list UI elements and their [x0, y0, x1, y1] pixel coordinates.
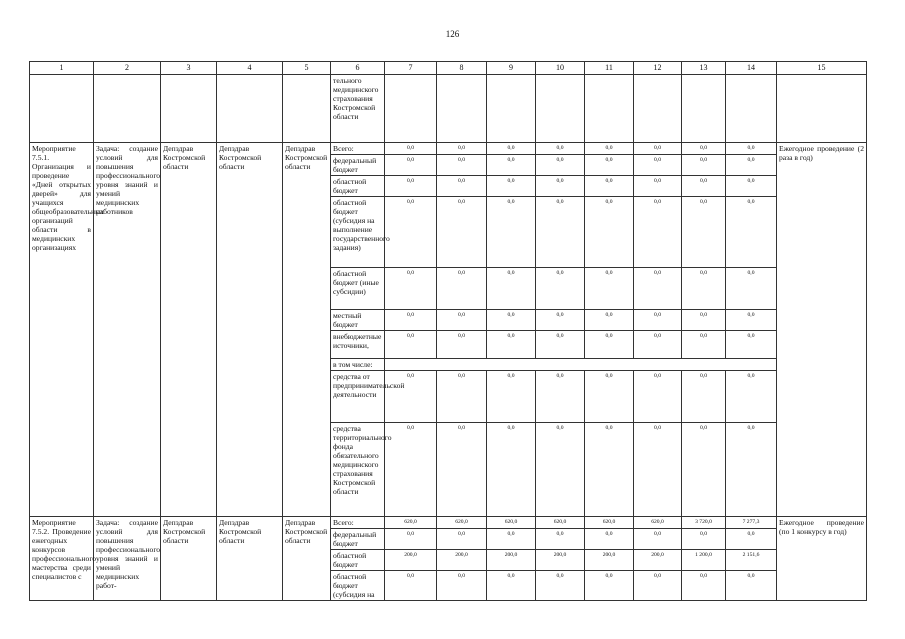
value-cell: 200,0 [437, 550, 487, 571]
value-cell: 0,0 [726, 423, 777, 517]
value-cell: 0,0 [536, 529, 585, 550]
value-cell: 0,0 [726, 571, 777, 601]
table-row [30, 75, 867, 143]
empty-cell [682, 75, 726, 143]
funding-source-cell: федеральный бюджет [331, 155, 385, 176]
measure-c3-cell: Депздрав Костромской области [161, 517, 217, 601]
value-cell: 0,0 [634, 423, 682, 517]
value-cell: 0,0 [536, 423, 585, 517]
value-cell: 0,0 [437, 371, 487, 423]
header-row [30, 62, 867, 75]
funding-source-cell: областной бюджет (субсидия на выполнение государственного задания) [331, 197, 385, 268]
funding-source-cell: областной бюджет (субсидия на [331, 571, 385, 601]
value-cell: 0,0 [385, 143, 437, 155]
funding-source-cell: средства территориального фонда обязательного медицинского страхования Костромской области [331, 423, 385, 517]
value-cell: 0,0 [585, 176, 634, 197]
value-cell: 0,0 [585, 268, 634, 310]
value-cell: 0,0 [682, 155, 726, 176]
header-cell: 14 [726, 62, 777, 75]
measure-c1-cell: Мероприятие 7.5.1. Организация и проведение «Дней открытых дверей» для учащихся общеобразовательных организаций области в медицинских организациях [30, 143, 94, 517]
value-cell: 0,0 [682, 371, 726, 423]
value-cell: 0,0 [536, 310, 585, 331]
empty-cell [385, 75, 437, 143]
value-cell: 0,0 [726, 268, 777, 310]
value-cell: 0,0 [437, 423, 487, 517]
value-cell: 0,0 [726, 310, 777, 331]
value-cell: 0,0 [585, 423, 634, 517]
header-cell: 7 [385, 62, 437, 75]
header-cell: 5 [283, 62, 331, 75]
empty-cell [283, 75, 331, 143]
value-cell: 0,0 [634, 529, 682, 550]
header-cell: 11 [585, 62, 634, 75]
empty-cell [777, 75, 867, 143]
empty-cell [161, 75, 217, 143]
value-cell: 0,0 [634, 176, 682, 197]
value-cell: 200,0 [585, 550, 634, 571]
value-cell: 0,0 [682, 571, 726, 601]
empty-cell [437, 75, 487, 143]
value-cell: 0,0 [682, 331, 726, 359]
value-cell: 620,0 [585, 517, 634, 529]
table-row [30, 143, 867, 155]
value-cell: 0,0 [487, 529, 536, 550]
value-cell: 0,0 [487, 571, 536, 601]
header-cell: 2 [94, 62, 161, 75]
value-cell: 620,0 [634, 517, 682, 529]
value-cell: 0,0 [585, 371, 634, 423]
value-cell: 0,0 [437, 176, 487, 197]
value-cell: 0,0 [682, 529, 726, 550]
value-cell: 0,0 [437, 197, 487, 268]
value-cell: 0,0 [487, 176, 536, 197]
empty-cell [726, 75, 777, 143]
value-cell: 620,0 [385, 517, 437, 529]
value-cell: 0,0 [437, 529, 487, 550]
measure-c5-cell: Депздрав Костромской области [283, 143, 331, 517]
value-cell: 0,0 [585, 197, 634, 268]
funding-source-cell: Всего: [331, 143, 385, 155]
value-cell: 200,0 [634, 550, 682, 571]
value-cell: 0,0 [585, 571, 634, 601]
value-cell: 0,0 [437, 331, 487, 359]
value-cell: 0,0 [487, 155, 536, 176]
funding-source-cell: областной бюджет [331, 550, 385, 571]
value-cell: 0,0 [437, 155, 487, 176]
value-cell: 0,0 [726, 143, 777, 155]
empty-cell [487, 75, 536, 143]
measure-c3-cell: Депздрав Костромской области [161, 143, 217, 517]
value-cell: 200,0 [487, 550, 536, 571]
value-cell: 0,0 [634, 155, 682, 176]
funding-source-cell: средства от предпринимательской деятельности [331, 371, 385, 423]
measure-result-cell: Ежегодное проведение (по 1 конкурсу в год) [777, 517, 867, 601]
funding-source-cell: областной бюджет [331, 176, 385, 197]
value-cell: 0,0 [487, 197, 536, 268]
header-cell: 13 [682, 62, 726, 75]
value-cell: 0,0 [634, 143, 682, 155]
value-cell: 0,0 [585, 331, 634, 359]
header-cell: 1 [30, 62, 94, 75]
value-cell: 0,0 [536, 371, 585, 423]
empty-cell [217, 75, 283, 143]
value-cell: 0,0 [385, 371, 437, 423]
value-cell: 0,0 [536, 197, 585, 268]
value-cell: 1 200,0 [682, 550, 726, 571]
header-cell: 4 [217, 62, 283, 75]
value-cell: 0,0 [385, 423, 437, 517]
measure-c5-cell: Депздрав Костромской области [283, 517, 331, 601]
page-number: 126 [445, 29, 460, 39]
value-cell: 0,0 [585, 143, 634, 155]
empty-cell [585, 75, 634, 143]
value-cell: 0,0 [437, 310, 487, 331]
value-cell: 0,0 [536, 143, 585, 155]
table-row [30, 517, 867, 529]
measure-c2-cell: Задача: создание условий для повышения профессионального уровня знаний и умений медицинских работ- [94, 517, 161, 601]
value-cell: 0,0 [585, 155, 634, 176]
empty-cell [634, 75, 682, 143]
value-cell: 0,0 [634, 310, 682, 331]
value-cell: 3 720,0 [682, 517, 726, 529]
value-cell: 0,0 [385, 310, 437, 331]
measure-c4-cell: Депздрав Костромской области [217, 143, 283, 517]
value-cell: 200,0 [536, 550, 585, 571]
header-cell: 9 [487, 62, 536, 75]
value-cell: 0,0 [682, 197, 726, 268]
value-cell: 620,0 [487, 517, 536, 529]
budget-table [29, 61, 867, 601]
funding-source-cell: в том числе: [331, 359, 385, 371]
value-cell: 7 277,3 [726, 517, 777, 529]
empty-cell [30, 75, 94, 143]
value-cell: 200,0 [385, 550, 437, 571]
value-cell: 0,0 [726, 529, 777, 550]
value-cell: 0,0 [726, 331, 777, 359]
value-cell: 620,0 [536, 517, 585, 529]
value-cell: 0,0 [385, 529, 437, 550]
value-cell: 0,0 [634, 197, 682, 268]
funding-source-cell: областной бюджет (иные субсидии) [331, 268, 385, 310]
value-cell: 0,0 [487, 310, 536, 331]
value-cell: 0,0 [682, 423, 726, 517]
measure-c2-cell: Задача: создание условий для повышения профессионального уровня знаний и умений медицинских работников [94, 143, 161, 517]
value-cell: 0,0 [487, 331, 536, 359]
value-cell: 0,0 [437, 571, 487, 601]
value-cell: 0,0 [487, 423, 536, 517]
funding-source-cell: тельного медицинского страхования Костромской области [331, 75, 385, 143]
value-cell: 0,0 [726, 155, 777, 176]
value-cell: 0,0 [536, 571, 585, 601]
funding-source-cell: федеральный бюджет [331, 529, 385, 550]
funding-source-cell: Всего: [331, 517, 385, 529]
header-cell: 8 [437, 62, 487, 75]
value-cell: 0,0 [536, 155, 585, 176]
value-cell: 0,0 [726, 176, 777, 197]
value-cell: 0,0 [385, 571, 437, 601]
table-body [30, 62, 867, 601]
funding-source-cell: внебюджетные источники, [331, 331, 385, 359]
value-cell: 0,0 [487, 371, 536, 423]
header-cell: 12 [634, 62, 682, 75]
value-cell: 0,0 [385, 155, 437, 176]
value-cell: 0,0 [585, 529, 634, 550]
funding-source-cell: местный бюджет [331, 310, 385, 331]
value-cell: 0,0 [634, 371, 682, 423]
empty-cell [94, 75, 161, 143]
value-cell: 0,0 [536, 268, 585, 310]
header-cell: 3 [161, 62, 217, 75]
value-cell: 0,0 [682, 143, 726, 155]
value-cell: 2 151,6 [726, 550, 777, 571]
value-cell: 0,0 [634, 331, 682, 359]
value-cell: 0,0 [487, 143, 536, 155]
empty-span-cell [385, 359, 777, 371]
value-cell: 0,0 [437, 268, 487, 310]
value-cell: 0,0 [385, 197, 437, 268]
header-cell: 10 [536, 62, 585, 75]
value-cell: 0,0 [385, 176, 437, 197]
value-cell: 0,0 [726, 197, 777, 268]
measure-c1-cell: Мероприятие 7.5.2. Проведение ежегодных конкурсов профессионального мастерства среди специалистов с [30, 517, 94, 601]
value-cell: 0,0 [634, 571, 682, 601]
value-cell: 0,0 [585, 310, 634, 331]
measure-c4-cell: Депздрав Костромской области [217, 517, 283, 601]
value-cell: 0,0 [385, 331, 437, 359]
value-cell: 0,0 [634, 268, 682, 310]
empty-cell [536, 75, 585, 143]
value-cell: 0,0 [682, 268, 726, 310]
value-cell: 0,0 [437, 143, 487, 155]
value-cell: 0,0 [536, 331, 585, 359]
header-cell: 6 [331, 62, 385, 75]
value-cell: 0,0 [385, 268, 437, 310]
value-cell: 0,0 [682, 310, 726, 331]
value-cell: 0,0 [536, 176, 585, 197]
value-cell: 0,0 [726, 371, 777, 423]
value-cell: 620,0 [437, 517, 487, 529]
header-cell: 15 [777, 62, 867, 75]
value-cell: 0,0 [682, 176, 726, 197]
value-cell: 0,0 [487, 268, 536, 310]
measure-result-cell: Ежегодное проведение (2 раза в год) [777, 143, 867, 517]
